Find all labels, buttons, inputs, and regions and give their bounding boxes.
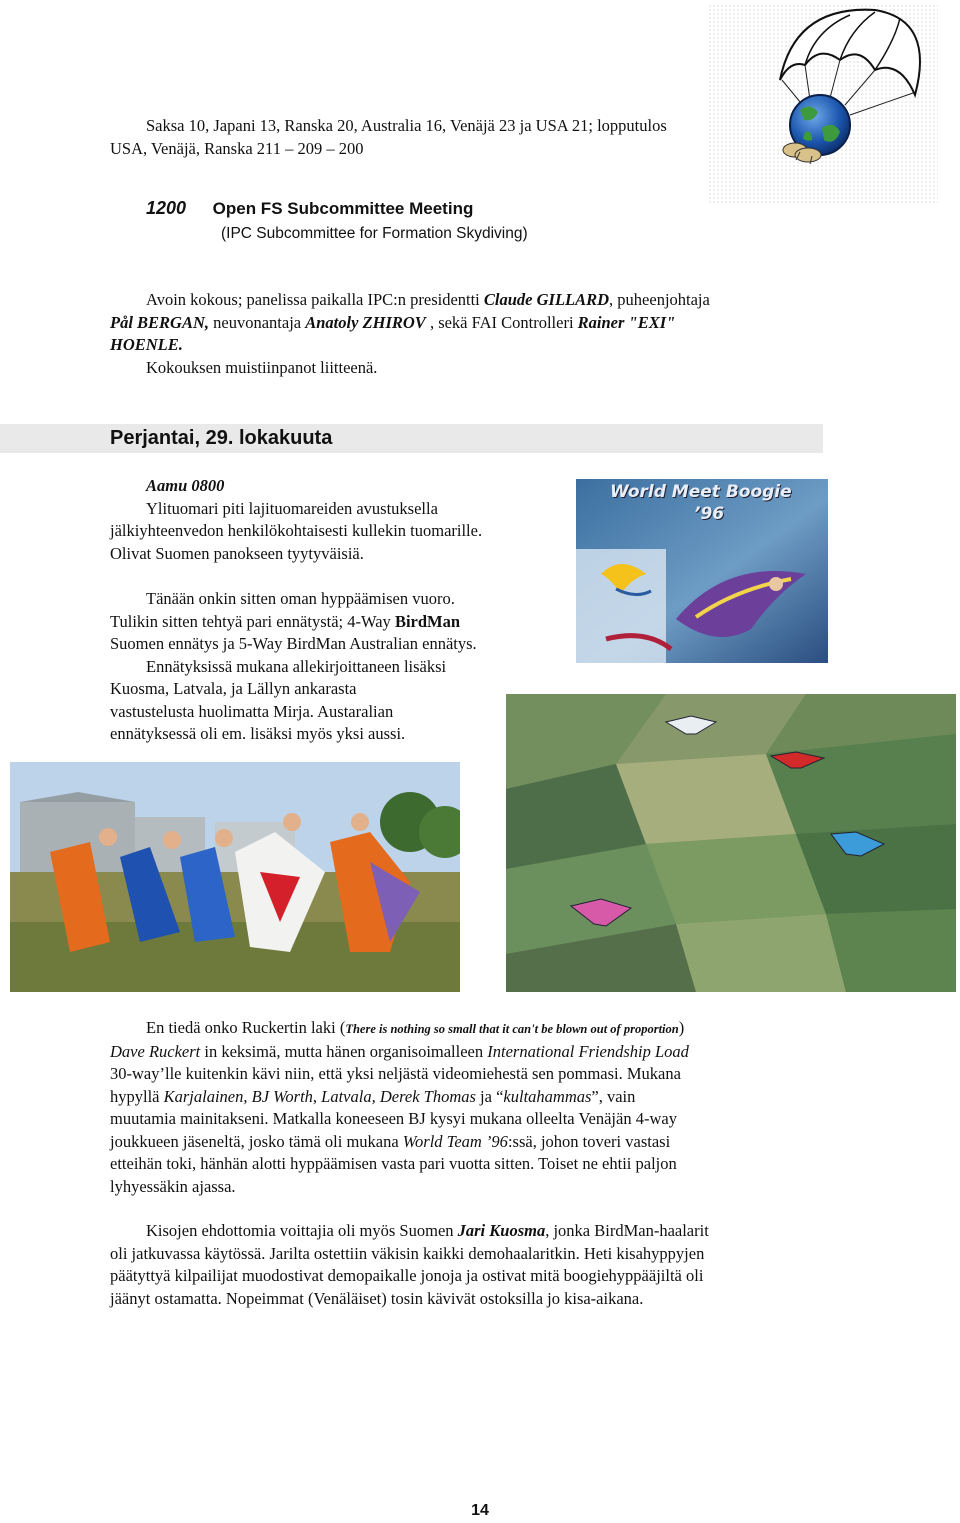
winners-text: Kisojen ehdottomia voittajia oli myös Suomen — [146, 1221, 458, 1240]
page-number: 14 — [471, 1502, 489, 1519]
ruckert-text: joukkueen jäseneltä, josko tämä oli mukana — [110, 1131, 403, 1151]
morning-heading: Aamu 0800 — [146, 476, 225, 495]
panel-paragraph — [110, 289, 710, 379]
panel-text: , sekä FAI Controlleri — [425, 312, 578, 332]
morning-line: Olivat Suomen panokseen tyytyväisiä. — [110, 543, 364, 563]
ruckert-text: , — [312, 1086, 322, 1106]
panel-text: , puheenjohtaja — [609, 290, 710, 309]
meeting-time: 1200 — [146, 198, 187, 218]
person-name: Dave Ruckert — [110, 1041, 201, 1061]
winners-line: oli jatkuvassa käytössä. Jarilta ostettiin väkisin kaikki demohaalaritkin. Heti kisahyppyjen — [110, 1243, 705, 1263]
jumps-line: Tänään onkin sitten oman hyppäämisen vuoro. — [146, 589, 455, 608]
ruckert-text: , — [243, 1086, 252, 1106]
person-name: HOENLE. — [110, 335, 183, 354]
ruckert-text: in keksimä, mutta hänen organisoimalleen — [200, 1041, 488, 1061]
ruckert-line: etteihän toki, hänhän alotti hyppäämisen vasta pari vuotta sitten. Toiset ne ehtii paljon — [110, 1154, 677, 1173]
world-meet-boogie-poster — [576, 479, 828, 663]
day-title: Perjantai, 29. lokakuuta — [110, 427, 333, 449]
person-name: BJ Worth — [251, 1086, 313, 1106]
winners-line: päätyttyä kilpailijat muodostivat demopaikalle jonoja ja ostivat mitä boogiehyppääjiltä oli — [110, 1266, 704, 1285]
winners-text: , jonka BirdMan-haalarit — [545, 1221, 709, 1240]
person-name: Anatoly ZHIROV — [305, 312, 426, 332]
jumps-text: Tulikin sitten tehtyä pari ennätystä; 4-Way — [110, 611, 395, 631]
ruckert-text: En tiedä onko Ruckertin laki ( — [146, 1018, 346, 1037]
nickname: kultahammas — [503, 1086, 592, 1106]
jumps-block — [110, 588, 477, 746]
results-line-1: Saksa 10, Japani 13, Ranska 20, Australia 16, Venäjä 23 ja USA 21; lopputulos — [146, 116, 667, 135]
winners-line: jäänyt ostamatta. Nopeimmat (Venäläiset) tosin kävivät ostoksilla jo kisa-aikana. — [110, 1288, 644, 1308]
jumps-line: Kuosma, Latvala, ja Lällyn ankarasta — [110, 679, 357, 698]
team-name: World Team ’96 — [402, 1131, 508, 1151]
results-line-2: USA, Venäjä, Ranska 211 – 209 – 200 — [110, 138, 364, 158]
person-name: Jari Kuosma — [457, 1221, 546, 1240]
meeting-header — [146, 197, 473, 221]
ruckert-text: ) — [678, 1018, 685, 1037]
meeting-subtitle: (IPC Subcommittee for Formation Skydiving) — [221, 225, 528, 242]
results-block — [110, 115, 667, 160]
jumps-line: vastustelusta huolimatta Mirja. Austaralian — [110, 701, 394, 721]
person-name: Latvala, Derek Thomas — [321, 1086, 476, 1106]
morning-line: jälkiyhteenvedon henkilökohtaisesti kullekin tuomarille. — [110, 521, 483, 540]
winners-paragraph — [110, 1220, 709, 1310]
ruckert-text: hypyllä — [110, 1086, 164, 1106]
event-name: International Friendship Load — [487, 1041, 689, 1061]
ruckert-text: ja “ — [475, 1086, 504, 1106]
morning-block — [110, 475, 482, 565]
ruckert-law-quote: There is nothing so small that it can't be blown out of proportion — [345, 1022, 679, 1036]
ruckert-line: 30-way’lle kuitenkin kävi niin, että yksi neljästä videomiehestä sen pommasi. Mukana — [110, 1064, 681, 1083]
poster-year: ’96 — [694, 504, 725, 524]
morning-line: Ylituomari piti lajituomareiden avustuksella — [146, 498, 438, 518]
person-name: Pål BERGAN, — [110, 312, 210, 332]
person-name: Claude GILLARD — [483, 290, 610, 309]
poster-title: World Meet Boogie — [610, 482, 792, 502]
panel-text: Avoin kokous; panelissa paikalla IPC:n presidentti — [146, 290, 484, 309]
aerial-wingsuit-photo — [506, 694, 956, 992]
person-name: Karjalainen — [163, 1086, 244, 1106]
birdman-bold: BirdMan — [394, 611, 461, 631]
jumps-line: ennätyksessä oli em. lisäksi myös yksi aussi. — [110, 724, 406, 743]
person-name: Rainer "EXI" — [577, 312, 676, 332]
jumps-line: Suomen ennätys ja 5-Way BirdMan Australian ennätys. — [110, 634, 477, 653]
parachute-globe-logo — [700, 0, 960, 210]
ruckert-line: lyhyessäkin ajassa. — [110, 1176, 236, 1196]
ruckert-text: ”, vain — [591, 1086, 636, 1106]
ruckert-line: muutamia mainitakseni. Matkalla koneeseen BJ kysyi mukana olleelta Venäjän 4-way — [110, 1109, 677, 1128]
ruckert-text: :ssä, johon toveri vastasi — [507, 1131, 671, 1151]
day-header-bar — [0, 424, 823, 453]
ruckert-paragraph — [110, 1017, 689, 1198]
jumps-line: Ennätyksissä mukana allekirjoittaneen lisäksi — [146, 656, 447, 676]
minutes-note: Kokouksen muistiinpanot liitteenä. — [146, 357, 378, 377]
meeting-title: Open FS Subcommittee Meeting — [212, 199, 474, 218]
wingsuit-team-photo — [10, 762, 460, 992]
panel-text: neuvonantaja — [209, 312, 306, 332]
